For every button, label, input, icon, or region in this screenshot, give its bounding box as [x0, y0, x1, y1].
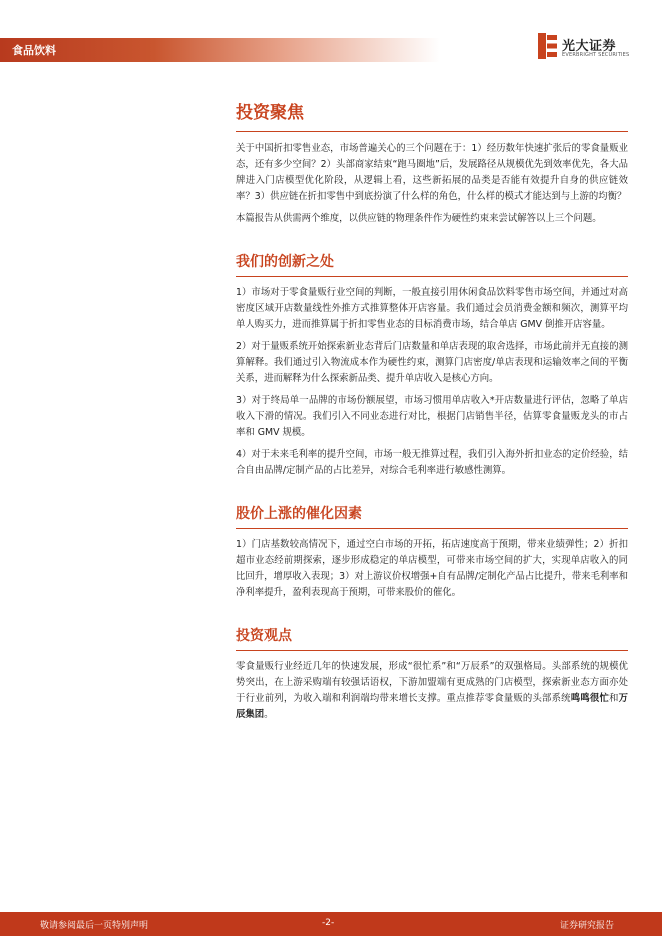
- intro-paragraph-1: 关于中国折扣零售业态，市场普遍关心的三个问题在于：1）经历数年快速扩张后的零食量贩业态，还有多少空间？2）头部商家结束“跑马圈地”后，发展路径从规模优先到效率优先，各大品牌进入门店模型优化阶段，从逻辑上看，这些新拓展的品类是否能有效提升自身的供应链效率？3）供应链在折扣零售中到底扮演了什么样的角色，什么样的模式才能达到与上游的均衡？: [236, 143, 628, 202]
- recommended-company-b: 万辰集团: [236, 693, 628, 720]
- footer-disclaimer: 敬请参阅最后一页特别声明: [40, 921, 149, 931]
- footer-bar: [0, 912, 662, 936]
- everbright-logo-icon: [538, 33, 558, 59]
- section-divider: [236, 650, 628, 651]
- footer-doc-type: 证券研究报告: [560, 921, 615, 931]
- brand-logo: [538, 33, 648, 63]
- investment-view-paragraph: [236, 659, 628, 723]
- innovation-point-4: 4）对于未来毛利率的提升空间，市场一般无推算过程，我们引入海外折扣业态的定价经验，结合自由品牌/定制产品的占比差异，对综合毛利率进行敏感性测算。: [236, 449, 628, 476]
- innovation-point-2: 2）对于量贩系统开始探索新业态背后门店数量和单店表现的取舍选择，市场此前并无直接的测算解释。我们通过引入物流成本作为硬性约束，测算门店密度/单店表现和运输效率之间的平衡关系，进而解释为什么探索新品类、提升单店收入是核心方向。: [236, 341, 628, 384]
- catalysts-paragraph: 1）门店基数较高情况下，通过空白市场的开拓，拓店速度高于预期，带来业绩弹性；2）折扣超市业态经前期探索，逐步形成稳定的单店模型，可带来市场空间的扩大，实现单店收入的同比回升，增厚收入表现；3）对上游议价权增强+自有品牌/定制化产品占比提升，带来毛利率和净利率提升，盈利表现高于预期，可带来股价的催化。: [236, 539, 628, 598]
- section-divider: [236, 528, 628, 529]
- logo-text-cn: 光大证券: [562, 39, 617, 54]
- recommend-and: 和: [609, 693, 619, 704]
- section-heading-innovation: 我们的创新之处: [236, 254, 334, 270]
- intro-paragraph-2: 本篇报告从供需两个维度，以供应链的物理条件作为硬性约束来尝试解答以上三个问题。: [236, 213, 602, 224]
- header-band: [0, 38, 440, 62]
- section-label: 食品饮料: [12, 44, 56, 57]
- recommended-company-a: 鸣鸣很忙: [570, 693, 610, 704]
- main-content: [236, 100, 628, 729]
- title-divider: [236, 131, 628, 132]
- recommend-prefix: 重点推荐零食量贩的头部系统: [446, 693, 571, 704]
- page-title: 投资聚焦: [236, 103, 304, 123]
- innovation-point-3: 3）对于终局单一品牌的市场份额展望，市场习惯用单店收入*开店数量进行评估，忽略了单店收入下滑的情况。我们引入不同业态进行对比，根据门店销售半径，估算零食量贩龙头的市占率和 GMV 规模。: [236, 395, 628, 438]
- recommend-end: 。: [264, 709, 274, 720]
- logo-text-en: EVERBRIGHT SECURITIES: [562, 52, 630, 58]
- innovation-point-1: 1）市场对于零食量贩行业空间的判断，一般直接引用休闲食品饮料零售市场空间，并通过对高密度区域开店数量线性外推方式推算整体开店容量。我们通过会员消费金额和频次，测算平均单人购买力，进而推算属于折扣零售业态的目标消费市场，结合单店 GMV 倒推开店容量。: [236, 287, 628, 330]
- investment-view-text: 零食量贩行业经近几年的快速发展，形成“很忙系”和“万辰系”的双强格局。头部系统的规模优势突出，在上游采购端有较强话语权，下游加盟端有更成熟的门店模型，探索新业态方面亦处于行业前列，为收入端和利润端均带来增长支撑。: [236, 661, 628, 704]
- section-heading-investment-view: 投资观点: [236, 628, 292, 644]
- section-heading-catalysts: 股价上涨的催化因素: [236, 506, 362, 522]
- section-divider: [236, 276, 628, 277]
- page-number: -2-: [322, 918, 335, 928]
